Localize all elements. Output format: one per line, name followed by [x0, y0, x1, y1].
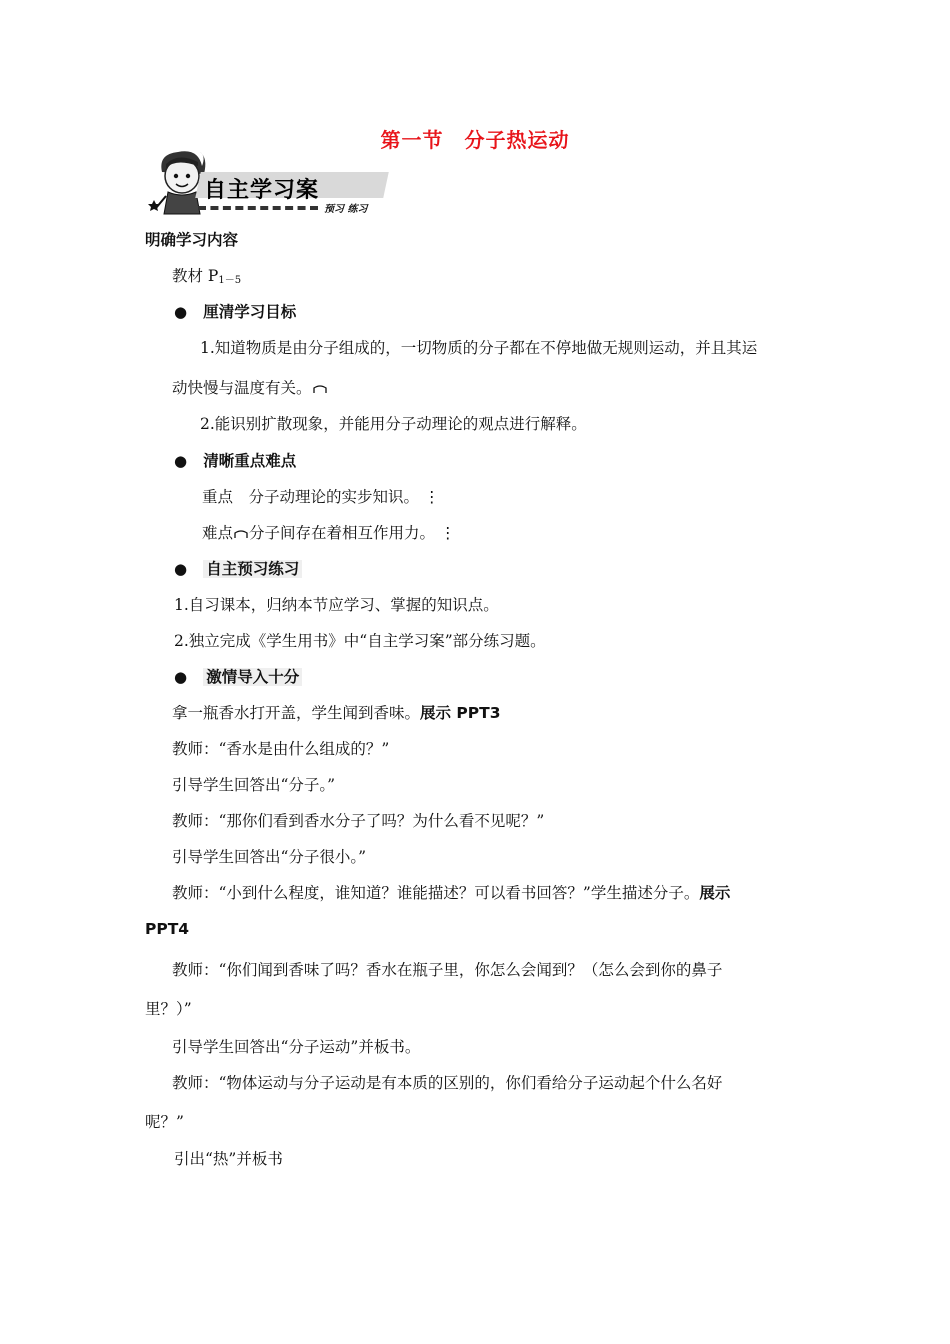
- goal-line-2: 2.能识别扩散现象，并能用分子动理论的观点进行解释。: [200, 415, 587, 433]
- intro-paragraph-8: 引导学生回答出“分子运动”并板书。: [172, 1038, 421, 1056]
- page-title: 第一节 分子热运动: [380, 128, 570, 152]
- bullet-icon: ●: [174, 668, 188, 686]
- intro-paragraph-9: 教师：“物体运动与分子运动是有本质的区别的，你们看给分子运动起个什么名好: [172, 1074, 723, 1092]
- heading-preview-practice: ● 自主预习练习: [174, 557, 302, 579]
- material-reference: [172, 264, 241, 286]
- intro-paragraph-7: 教师：“你们闻到香味了吗？香水在瓶子里，你怎么会闻到？（怎么会到你的鼻子: [172, 961, 723, 979]
- bullet-icon: ●: [174, 303, 188, 321]
- key-point-nandian: 难点 分子间存在着相互作用力。 ⋮: [202, 524, 456, 542]
- intro-paragraph-9-cont: 呢？”: [145, 1113, 184, 1131]
- intro-paragraph-6-cont: PPT4: [145, 920, 190, 938]
- intro-paragraph-6: 教师：“小到什么程度，谁知道？谁能描述？可以看书回答？”学生描述分子。展示: [172, 884, 731, 902]
- intro-paragraph-3: 引导学生回答出“分子。”: [172, 776, 336, 794]
- vertical-dots-icon: ⋮: [439, 524, 456, 542]
- preview-item-1: 1.自习课本，归纳本节应学习、掌握的知识点。: [174, 596, 499, 614]
- heading-learning-goals: ● 厘清学习目标: [174, 303, 297, 321]
- bullet-icon: ●: [174, 452, 188, 470]
- intro-paragraph-1: 拿一瓶香水打开盖，学生闻到香味。展示 PPT3: [172, 704, 501, 722]
- material-pages: 1－5: [218, 275, 242, 286]
- banner-sub-label: 预习 练习: [324, 204, 368, 215]
- material-prefix: 教材 P: [172, 267, 219, 285]
- intro-paragraph-5: 引导学生回答出“分子很小。”: [172, 848, 367, 866]
- section-heading: 明确学习内容: [145, 231, 239, 249]
- bullet-icon: ●: [174, 560, 188, 578]
- vertical-dots-icon: ⋮: [423, 488, 440, 506]
- bracket-mark-icon: [312, 384, 328, 394]
- bracket-mark-icon: [233, 529, 249, 539]
- key-point-zhongdian: 重点 分子动理论的实步知识。 ⋮: [202, 488, 440, 506]
- intro-paragraph-10: 引出“热”并板书: [174, 1150, 283, 1168]
- banner-dashes: [198, 206, 318, 210]
- banner-label: 自主学习案: [204, 178, 320, 203]
- heading-intro: ● 激情导入十分: [174, 665, 302, 687]
- goal-line-1b: 动快慢与温度有关。: [172, 376, 328, 398]
- intro-paragraph-4: 教师：“那你们看到香水分子了吗？为什么看不见呢？”: [172, 812, 545, 830]
- banner: [140, 146, 390, 218]
- heading-key-points: ● 清晰重点难点: [174, 452, 297, 470]
- goal-line-1: 1.知道物质是由分子组成的，一切物质的分子都在不停地做无规则运动，并且其运: [200, 339, 758, 357]
- intro-paragraph-7-cont: 里？）”: [145, 1000, 192, 1018]
- preview-item-2: 2.独立完成《学生用书》中“自主学习案”部分练习题。: [174, 632, 546, 650]
- intro-paragraph-2: 教师：“香水是由什么组成的？”: [172, 740, 390, 758]
